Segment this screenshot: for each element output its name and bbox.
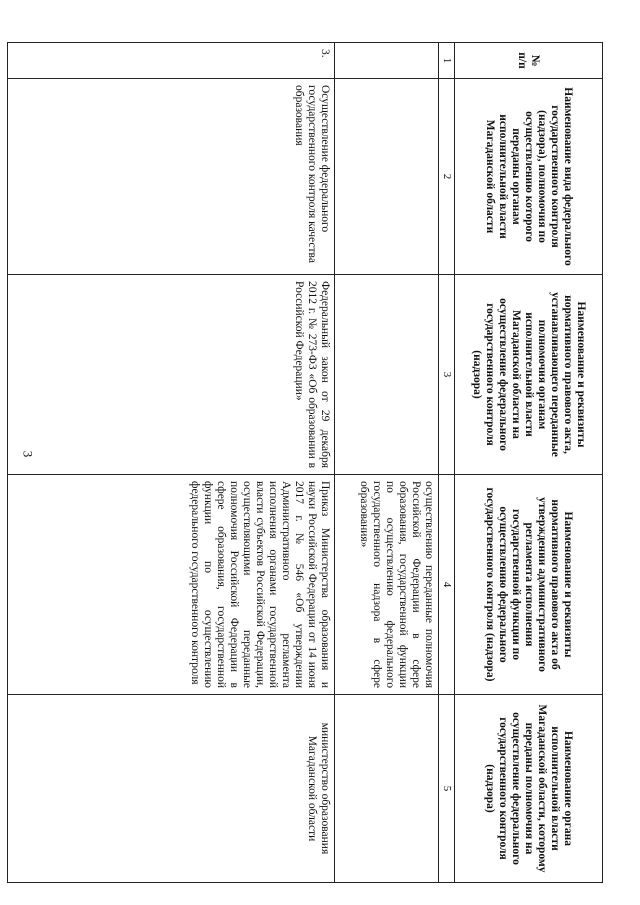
header-number: № п/п: [455, 43, 603, 79]
legal-act-cell: [335, 275, 439, 475]
header-control-kind: Наименование вида федерального государственного контроля (надзора), полномочия по осуществлению которого переданы органам исполнительной власти Магаданской области: [455, 79, 603, 275]
header-legal-act: Наименование и реквизиты нормативного правового акта, устанавливающего переданные полномочия органам исполнительной власти Магаданской области на осуществление федерального государственного контроля (надзора): [455, 275, 603, 475]
column-number: 2: [439, 79, 455, 275]
header-regulation: Наименование и реквизиты нормативного правового акта об утверждении административного регламента исполнения государственной функции по осуществлению федерального государственного контроля (надзора): [455, 475, 603, 695]
page-number: 3: [20, 450, 36, 458]
authority-table: [7, 42, 603, 883]
header-authority: Наименование органа исполнительной власти Магаданской области, которому переданы полномочия на осуществление федерального государственного контроля (надзора): [455, 695, 603, 883]
control-kind-cell: Осуществление федерального государственного контроля качества образования: [8, 79, 335, 275]
row-number: [335, 43, 439, 79]
row-number: 3.: [8, 43, 335, 79]
column-number: 3: [439, 275, 455, 475]
column-number: 4: [439, 475, 455, 695]
regulation-cell: Приказ Министерства образования и науки Российской Федерации от 14 июня 2017 г. № 546 «Об утверждении Административного регламента исполнения органами государственной власти субъектов Российской Федерации, осуществляющими переданные полномочия Российской Федерации в сфере образования, государственной функции по осуществлению федерального государственного контроля: [8, 475, 335, 695]
header-row: [455, 43, 603, 883]
column-number: 1: [439, 43, 455, 79]
column-number-row: [439, 43, 455, 883]
column-number: 5: [439, 695, 455, 883]
authority-cell: министерство образования Магаданской области: [8, 695, 335, 883]
legal-act-cell: Федеральный закон от 29 декабря 2012 г. № 273-ФЗ «Об образовании в Российской Федерации»: [8, 275, 335, 475]
table-row: [335, 43, 439, 883]
authority-cell: [335, 695, 439, 883]
regulation-cell: осуществлению переданные полномочия Российской Федерации в сфере образования, государственной функции по осуществлению федерального государственного надзора в сфере образования»: [335, 475, 439, 695]
control-kind-cell: [335, 79, 439, 275]
table-row: [8, 43, 335, 883]
